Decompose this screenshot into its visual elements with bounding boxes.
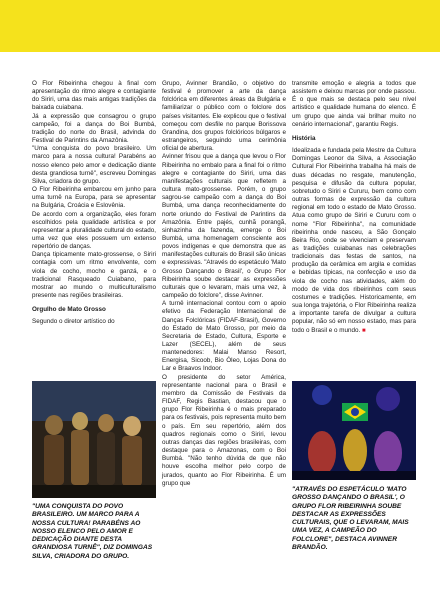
article-column-3 <box>292 80 416 335</box>
photo-caption: "UMA CONQUISTA DO POVO BRASILEIRO. UM MARCO PARA A NOSSA CULTURA! PARABÉNS AO NOSSO ELENCO PELO AMOR E DEDICAÇÃO DIANTE DESTA GRANDIOSA TURNÊ", DIZ DOMINGAS SILVA, CRIADORA DO GRUPO. <box>32 503 153 560</box>
paragraph: Dança tipicamente mato-grossense, o Siriri contagia com um ritmo envolvente, com viola de cocho, mocho e ganzá, e o tradicional Rasqueado Cuiabano, para mostrar ao mundo o multiculturalismo presente nas regiões brasileiras. <box>32 251 156 300</box>
paragraph: Já a expressão que consagrou o grupo campeão, foi a dança do Boi Bumbá, tradição do norte do Brasil, advinda do Festival de Parintins da Amazônia. <box>32 112 156 145</box>
paragraph: O presidente do setor América, representante nacional para o Brasil e membro da Comissão de Festivais da FIDAF, Regis Bastian, destacou que o grupo Flor Ribeirinha é o mais preparado para os festivais, pois representa muito bem o país. Em seu repertório, além dos quadros regionais como o Siriri, levou outras danças das regiões brasileiras, com destaque para o Amazonas, com o Boi Bumbá. "Não tenho dúvida de que não houve escolha melhor pelo corpo de jurados, quanto ao Flor Ribeirinha. É um grupo que <box>162 373 286 487</box>
paragraph: Grupo, Avinner Brandão, o objetivo do festival é promover a arte da dança folclórica em diferentes áreas da Bulgária e familiarizar o público com o folclore dos países visitantes. Ele explicou que o festival começou com desfile no parque Borissova Grandina, dos grupos folclóricos búlgaros e estrangeiros, seguindo uma cerimônia oficial de abertura. <box>162 80 286 153</box>
paragraph: "Uma conquista do povo brasileiro. Um marco para a nossa cultura! Parabéns ao nosso elenco pelo amor e dedicação diante desta grandiosa turnê", escreveu Domingas Silva, criadora do grupo. <box>32 145 156 185</box>
stage-performance-photo <box>292 381 416 480</box>
end-of-article-mark: ■ <box>362 327 366 334</box>
article-column-2 <box>162 80 286 488</box>
paragraph: transmite emoção e alegria a todos que assistem e deixou marcas por onde passou. É o que mais se destaca pelo seu nível artístico e qualidade humana do elenco. É um grupo que ainda vai brilhar muito no cenário internacional", garantiu Regis. <box>292 80 416 128</box>
paragraph: O Flor Ribeirinha embarcou em junho para uma turnê na Europa, para se apresentar na Bulgária, Croácia e Eslovênia. <box>32 186 156 210</box>
group-photo <box>32 381 156 498</box>
paragraph: A turnê internacional contou com o apoio efetivo da Federação Internacional de Danças Folclóricas (FIDAF-Brasil), Governo do Estado de Mato Grosso, por meio da Secretaria de Estado, Cultura, Esporte e Lazer (SECEL), além de seus mantenedores: Malai Manso Resort, Energisa, Sicoob, Bio Óleo, Lojas Dona do Lar e Braavos Indoor. <box>162 300 286 373</box>
paragraph <box>292 147 416 335</box>
paragraph: Avinner frisou que a dança que levou o Flor Ribeirinha no embalo para a final foi o ritmo alegre e contagiante do Siriri, uma das manifestações culturais que refletem a cultura mato-grossense. Porém, o grupo sagrou-se campeão com a dança do Boi Bumbá, uma dança reconhecidamente do norte oriundo do Festival de Parintins da Amazônia. Entre pajés, cunhã porangã, sinhazinha da fazenda, emerge o Boi Bumbá, uma homenagem consciente aos povos indígenas e que demonstra que as manifestações culturais do Brasil são únicas e expressivas. "Através do espetáculo 'Mato Grosso Dançando o Brasil', o Grupo Flor Ribeirinha soube destacar as expressões culturais que o levaram, mais uma vez, à campeão do folclore", disse Avinner. <box>162 153 286 300</box>
section-subheading: Orgulho de Mato Grosso <box>32 306 106 314</box>
stage-photo-illustration <box>292 381 416 480</box>
group-photo-illustration <box>32 381 156 498</box>
photo-caption: "ATRAVÉS DO ESPETÁCULO 'MATO GROSSO DANÇANDO O BRASIL', O GRUPO FLOR RIBEIRINHA SOUBE DESTACAR AS EXPRESSÕES CULTURAIS, QUE O LEVARAM, MAIS UMA VEZ, A CAMPEÃO DO FOLCLORE", DESTACA AVINNER BRANDÃO. <box>292 486 409 552</box>
paragraph-text: Idealizada e fundada pela Mestre da Cultura Domingas Leonor da Silva, a Associação Cultural Flor Ribeirinha trabalha há mais de duas décadas no resgate, manutenção, pesquisa e difusão da cultura popular, sobretudo o Siriri e Cururu, bem como com outras formas de expressão da cultura regional em todo o estado de Mato Grosso. Atua como grupo de Siriri e Cururu com o nome "Flor Ribeirinha", na comunidade ribeirinha onde nasceu, a São Gonçalo Beira Rio, onde se vivenciam e preservam as tradições cuiabanas nas celebrações tradicionais das festas de santos, na produção da cerâmica em argila e comidas e bebidas típicas, na confecção e uso da viola de cocho nas atividades, além do modo de vida dos ribeirinhos com seus costumes e tradições. Historicamente, em sua longa trajetória, o Flor Ribeirinha realiza a importante tarefa de divulgar a cultura popular, não só em nosso estado, mas para todo o Brasil e o mundo. <box>292 147 416 334</box>
paragraph: O Flor Ribeirinha chegou à final com apresentação do ritmo alegre e contagiante do Siriri, uma das mais antigas tradições da baixada cuiabana. <box>32 80 156 112</box>
section-subheading: História <box>292 134 316 142</box>
paragraph: De acordo com a organização, eles foram escolhidos pela qualidade artística e por representar a pluralidade cultural do estado, uma vez que eles possuem um extenso repertório de danças. <box>32 210 156 251</box>
paragraph: Segundo o diretor artístico do <box>32 318 115 326</box>
top-color-band <box>0 0 440 52</box>
article-column-1 <box>32 80 156 327</box>
